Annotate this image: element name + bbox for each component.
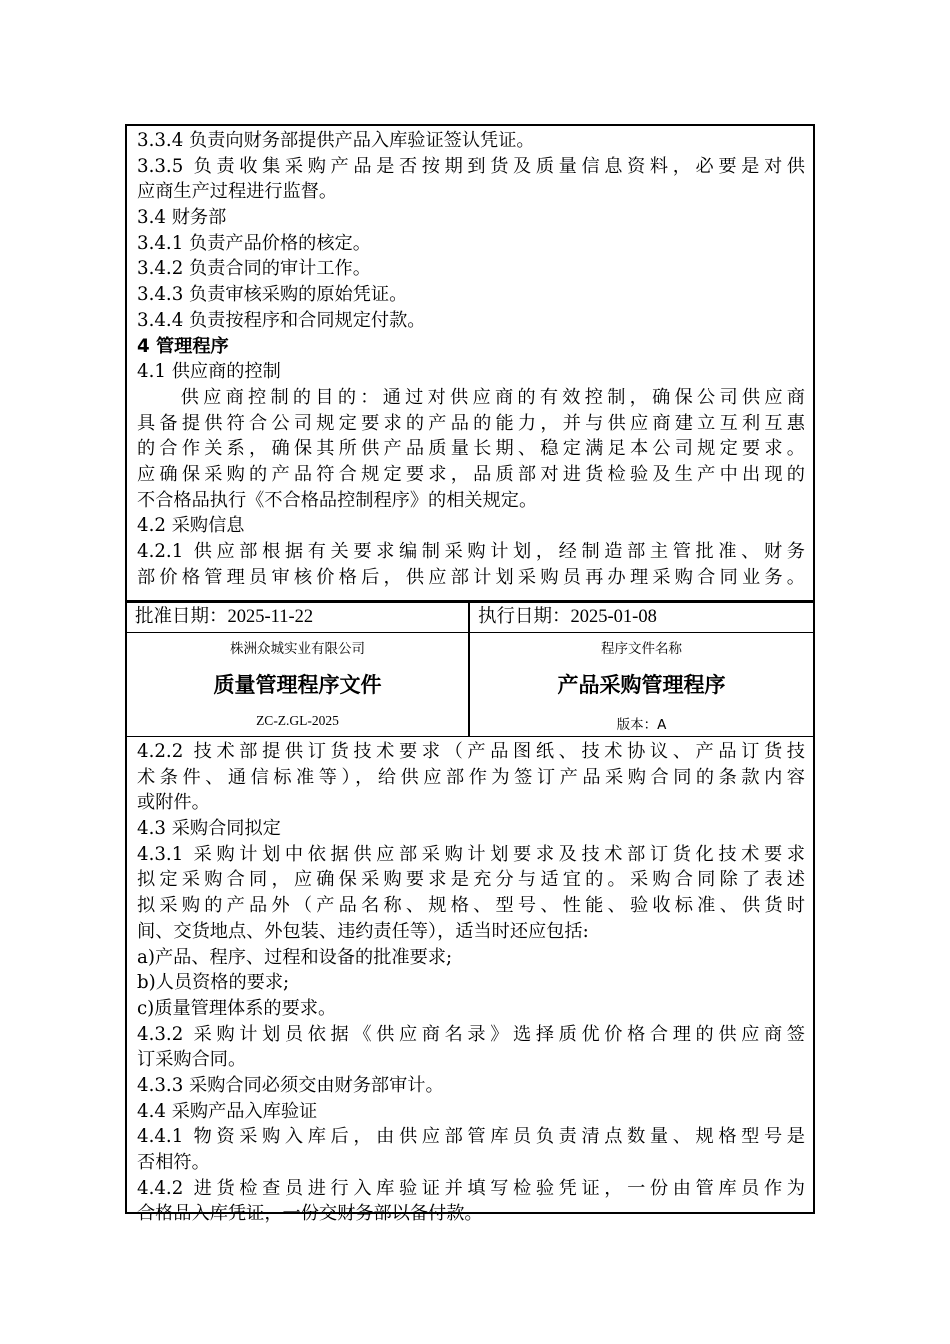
text-line: 3.4.2 负责合同的审计工作。 (137, 258, 371, 280)
procedure-text-block-top (125, 124, 815, 602)
version-label: 版本：A (616, 717, 667, 733)
procedure-text-block-bottom (125, 736, 815, 1225)
text-line: 4.3.1 采购计划中依据供应部采购计划要求及技术部订货化技术要求 (137, 843, 805, 865)
company-name: 株洲众城实业有限公司 (230, 641, 365, 657)
text-line: 合格品入库凭证，一份交财务部以备付款。 (137, 1203, 483, 1225)
text-line: 拟定采购合同，应确保采购要求是充分与适宜的。采购合同除了表述 (137, 869, 805, 891)
text-line: 供应商控制的目的：通过对供应商的有效控制，确保公司供应商 (180, 386, 805, 408)
text-line: 否相符。 (137, 1152, 210, 1173)
list-item: b)人员资格的要求; (137, 972, 290, 994)
text-line: 4.4.1 物资采购入库后，由供应部管库员负责清点数量、规格型号是 (137, 1126, 805, 1148)
text-line: 不合格品执行《不合格品控制程序》的相关规定。 (137, 489, 538, 511)
approval-date: 批准日期：2025-11-22 (135, 607, 314, 627)
text-line: 具备提供符合公司规定要求的产品的能力，并与供应商建立互利互惠 (137, 412, 805, 434)
text-line: 部价格管理员审核价格后，供应部计划采购员再办理采购合同业务。 (137, 566, 805, 588)
body-text-top (127, 126, 813, 590)
text-line: 术条件、通信标准等），给供应部作为签订产品采购合同的条款内容 (137, 766, 805, 788)
section-heading: 3.4 财务部 (137, 207, 227, 229)
document-type-title: 质量管理程序文件 (213, 673, 382, 697)
header-divider-horizontal (127, 632, 813, 633)
text-line: 应确保采购的产品符合规定要求，品质部对进货检验及生产中出现的 (137, 463, 805, 485)
section-heading: 4.2 采购信息 (137, 515, 245, 537)
body-text-bottom (127, 737, 813, 1227)
section-heading: 4.1 供应商的控制 (137, 361, 281, 383)
list-item: c)质量管理体系的要求。 (137, 997, 337, 1019)
procedure-title: 产品采购管理程序 (557, 673, 726, 697)
text-line: 应商生产过程进行监督。 (137, 181, 338, 203)
section-heading: 4.4 采购产品入库验证 (137, 1100, 318, 1122)
text-line: 3.4.1 负责产品价格的核定。 (137, 232, 371, 254)
text-line: 3.3.4 负责向财务部提供产品入库验证签认凭证。 (137, 130, 535, 151)
text-line: 4.4.2 进货检查员进行入库验证并填写检验凭证，一份由管库员作为 (137, 1177, 805, 1199)
text-line: 的合作关系，确保其所供产品质量长期、稳定满足本公司规定要求。 (137, 438, 805, 460)
chapter-heading: 4 管理程序 (137, 335, 229, 357)
text-line: 3.3.5 负责收集采购产品是否按期到货及质量信息资料，必要是对供 (137, 155, 805, 177)
file-name-label: 程序文件名称 (601, 641, 682, 657)
document-header-table (125, 601, 815, 737)
text-line: 或附件。 (137, 792, 210, 814)
text-line: 4.3.3 采购合同必须交由财务部审计。 (137, 1074, 444, 1096)
effective-date: 执行日期：2025-01-08 (478, 607, 657, 627)
document-code: ZC-Z.GL-2025 (256, 713, 339, 728)
text-line: 4.2.1 供应部根据有关要求编制采购计划，经制造部主管批准、财务 (137, 541, 805, 562)
text-line: 4.3.2 采购计划员依据《供应商名录》选择质优价格合理的供应商签 (137, 1023, 805, 1045)
text-line: 3.4.3 负责审核采购的原始凭证。 (137, 284, 408, 306)
list-item: a)产品、程序、过程和设备的批准要求; (137, 946, 453, 968)
text-line: 3.4.4 负责按程序和合同规定付款。 (137, 309, 426, 331)
text-line: 间、交货地点、外包装、违约责任等），适当时还应包括: (137, 920, 589, 942)
text-line: 拟采购的产品外（产品名称、规格、型号、性能、验收标准、供货时 (137, 895, 805, 917)
text-line: 4.2.2 技术部提供订货技术要求（产品图纸、技术协议、产品订货技 (137, 741, 805, 762)
section-heading: 4.3 采购合同拟定 (137, 818, 281, 840)
text-line: 订采购合同。 (137, 1049, 247, 1071)
